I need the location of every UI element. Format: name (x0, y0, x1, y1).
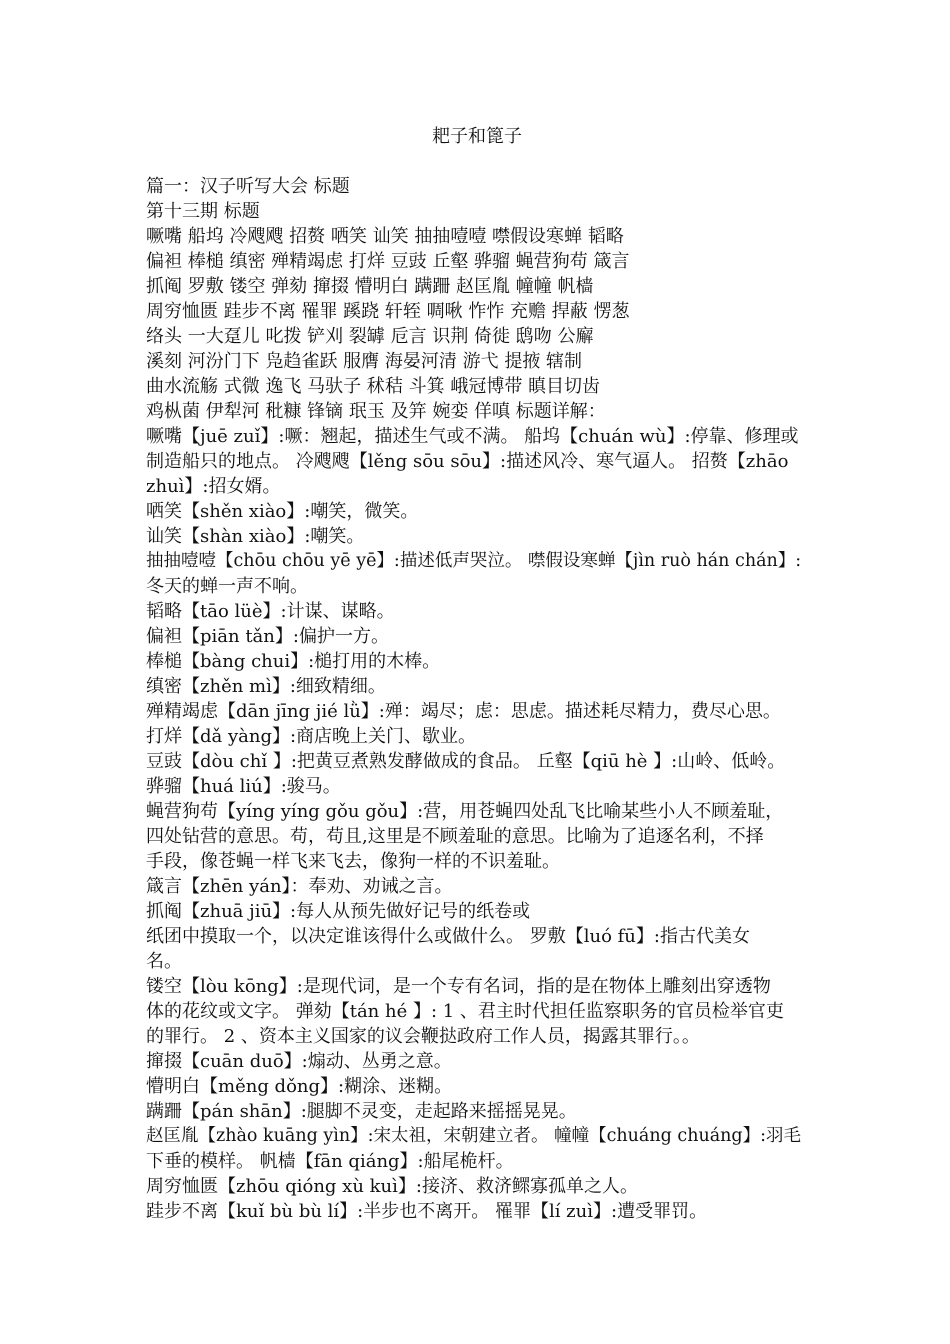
text-line: 撺掇【cuān duō】:煽动、丛勇之意。 (146, 1051, 452, 1072)
text-line: 体的花纹或文字。 弹劾【tán hé 】: 1 、君主时代担任监察职务的官员检举官吏 (146, 1001, 784, 1022)
text-line: 抓阄【zhuā jiū】:每人从预先做好记号的纸卷或 (146, 901, 531, 922)
document-page (146, 124, 808, 1224)
text-line: 打烊【dǎ yàng】:商店晚上关门、歇业。 (146, 726, 477, 747)
text-line: 偏袒【piān tǎn】:偏护一方。 (146, 626, 389, 647)
text-line: 噘嘴 船坞 冷飕飕 招赘 哂笑 讪笑 抽抽噎噎 噤假设寒蝉 韬略 (146, 226, 624, 247)
text-line: 手段，像苍蝇一样飞来飞去，像狗一样的不识羞耻。 (146, 851, 560, 872)
text-line: 络头 一大趸儿 叱拨 铲刈 裂罅 卮言 识荆 倚徙 鸱吻 公廨 (146, 326, 594, 347)
text-line: 抽抽噎噎【chōu chōu yē yē】:描述低声哭泣。 噤假设寒蝉【jìn ruò hán chán】: (146, 551, 802, 571)
text-line: 篇一：汉子听写大会 标题 (146, 176, 350, 197)
text-line: 第十三期 标题 (146, 201, 260, 222)
text-line: 纸团中摸取一个，以决定谁该得什么或做什么。 罗敷【luó fū】:指古代美女 (146, 926, 750, 947)
text-line: 骅骝【huá liú】:骏马。 (146, 776, 341, 797)
text-line: 制造船只的地点。 冷飕飕【lěng sōu sōu】:描述风冷、寒气逼人。 招赘【zhāo (146, 451, 789, 472)
text-line: 下垂的模样。 帆樯【fān qiáng】:船尾桅杆。 (146, 1151, 514, 1172)
text-line: 箴言【zhēn yán】：奉劝、劝诫之言。 (146, 876, 453, 897)
document-body (146, 174, 808, 1224)
text-line: 抓阄 罗敷 镂空 弹劾 撺掇 懵明白 蹒跚 赵匡胤 幢幢 帆樯 (146, 276, 594, 297)
text-line: 殚精竭虑【dān jīng jié lǜ】:殚：竭尽；虑：思虑。描述耗尽精力，费尽心思。 (146, 701, 781, 722)
text-line: zhuì】:招女婿。 (146, 476, 281, 497)
text-line: 的罪行。 2 、资本主义国家的议会鞭挞政府工作人员，揭露其罪行。。 (146, 1026, 700, 1047)
text-line: 蹒跚【pán shān】:腿脚不灵变，走起路来摇摇晃晃。 (146, 1101, 577, 1122)
text-line: 缜密【zhěn mì】:细致精细。 (146, 676, 386, 697)
text-line: 韬略【tāo lüè】:计谋、谋略。 (146, 601, 395, 622)
text-line: 蝇营狗苟【yíng yíng gǒu gǒu】:营，用苍蝇四处乱飞比喻某些小人不顾羞耻， (146, 801, 784, 822)
text-line: 偏袒 棒槌 缜密 殚精竭虑 打烊 豆豉 丘壑 骅骝 蝇营狗苟 箴言 (146, 251, 630, 272)
text-line: 豆豉【dòu chǐ 】:把黄豆煮熟发酵做成的食品。 丘壑【qiū hè 】:山岭、低岭。 (146, 751, 786, 772)
text-line: 讪笑【shàn xiào】:嘲笑。 (146, 526, 365, 547)
text-line: 溪刻 河汾门下 凫趋雀跃 服膺 海晏河清 游弋 提掖 辖制 (146, 351, 583, 372)
document-title: 耙子和篦子 (432, 126, 522, 147)
text-line: 冬天的蝉一声不响。 (146, 576, 308, 597)
text-line: 四处钻营的意思。苟，苟且,这里是不顾羞耻的意思。比喻为了追逐名利，不择 (146, 826, 764, 847)
text-line: 周穷恤匮 跬步不离 罹罪 蹊跷 轩轾 啁啾 怍怍 充赡 捍蔽 愣葱 (146, 301, 630, 322)
text-line: 跬步不离【kuǐ bù bù lí】:半步也不离开。 罹罪【lí zuì】:遭受罪罚。 (146, 1201, 708, 1222)
text-line: 赵匡胤【zhào kuāng yìn】:宋太祖，宋朝建立者。 幢幢【chuáng chuáng】:羽毛 (146, 1126, 802, 1146)
text-line: 懵明白【měng dǒng】:糊涂、迷糊。 (146, 1076, 453, 1097)
text-line: 镂空【lòu kōng】:是现代词，是一个专有名词，指的是在物体上雕刻出穿透物 (146, 976, 771, 997)
text-line: 鸡枞菌 伊犁河 秕糠 锋镝 珉玉 及笄 婉娈 佯嗔 标题详解： (146, 401, 606, 422)
text-line: 噘嘴【juē zuǐ】:噘：翘起，描述生气或不满。 船坞【chuán wù】:停靠、修理或 (146, 426, 799, 447)
text-line: 哂笑【shěn xiào】:嘲笑，微笑。 (146, 501, 419, 522)
text-line: 棒槌【bàng chui】:槌打用的木棒。 (146, 651, 441, 672)
text-line: 曲水流觞 式微 逸飞 马驮子 秫秸 斗箕 峨冠博带 瞋目切齿 (146, 376, 601, 397)
text-line: 名。 (146, 951, 182, 972)
text-line: 周穷恤匮【zhōu qióng xù kuì】:接济、救济鳏寡孤单之人。 (146, 1176, 638, 1197)
